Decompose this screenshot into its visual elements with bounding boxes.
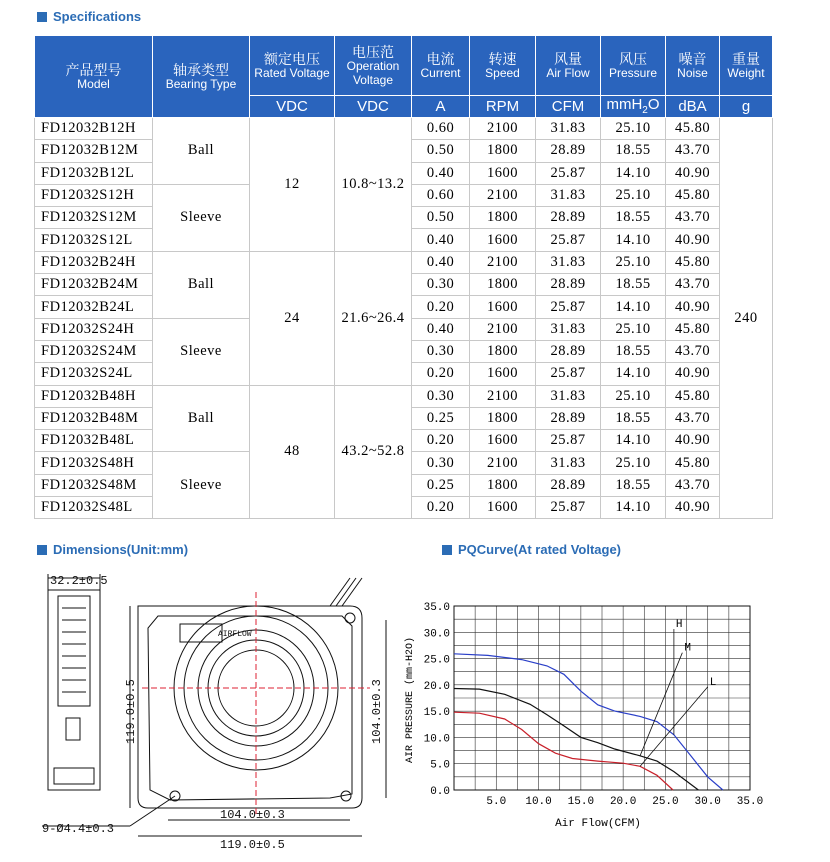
noise-cell: 40.90	[666, 430, 720, 452]
pressure-cell: 25.10	[601, 385, 666, 407]
noise-cell: 43.70	[666, 474, 720, 496]
airflow-cell: 25.87	[536, 162, 601, 184]
header-pressure: 风压 Pressure	[601, 36, 666, 96]
chart-grid	[454, 606, 750, 790]
unit-noise: dBA	[666, 96, 720, 118]
noise-cell: 40.90	[666, 162, 720, 184]
pressure-cell: 14.10	[601, 430, 666, 452]
weight-cell: 240	[720, 118, 773, 519]
model-cell: FD12032B48L	[35, 430, 153, 452]
unit-operation-voltage: VDC	[335, 96, 412, 118]
current-cell: 0.50	[412, 207, 470, 229]
noise-cell: 43.70	[666, 407, 720, 429]
side-view-inner	[58, 596, 90, 706]
model-cell: FD12032S48M	[35, 474, 153, 496]
header-operation-voltage: 电压范 Operation Voltage	[335, 36, 412, 96]
noise-cell: 40.90	[666, 497, 720, 519]
airflow-label: AIRFLOW	[218, 630, 252, 639]
speed-cell: 1600	[470, 296, 536, 318]
mounting-hole	[345, 613, 355, 623]
speed-cell: 1800	[470, 474, 536, 496]
airflow-cell: 25.87	[536, 430, 601, 452]
rated-voltage-cell: 48	[250, 385, 335, 519]
noise-cell: 45.80	[666, 118, 720, 140]
model-cell: FD12032B24H	[35, 251, 153, 273]
table-row	[35, 251, 773, 273]
unit-speed: RPM	[470, 96, 536, 118]
model-cell: FD12032S12M	[35, 207, 153, 229]
airflow-cell: 25.87	[536, 296, 601, 318]
unit-airflow: CFM	[536, 96, 601, 118]
noise-cell: 40.90	[666, 363, 720, 385]
dimension-drawing	[30, 568, 400, 853]
current-cell: 0.40	[412, 162, 470, 184]
heading-square-icon	[37, 12, 47, 22]
noise-cell: 43.70	[666, 274, 720, 296]
thickness-dimension: 32.2±0.5	[50, 574, 108, 588]
bearing-cell: Sleeve	[153, 318, 250, 385]
airflow-cell: 31.83	[536, 318, 601, 340]
unit-pressure: mmH$_2$O	[601, 96, 666, 118]
current-cell: 0.30	[412, 385, 470, 407]
current-cell: 0.20	[412, 430, 470, 452]
noise-cell: 45.80	[666, 452, 720, 474]
width-dimension: 119.0±0.5	[220, 838, 285, 852]
x-tick-label: 10.0	[525, 796, 552, 808]
series-label-l: L	[709, 676, 717, 689]
table-header-row	[35, 36, 773, 96]
series-label-h: H	[675, 619, 683, 632]
operation-voltage-cell: 10.8~13.2	[335, 118, 412, 252]
specifications-table	[34, 35, 773, 519]
speed-cell: 1800	[470, 274, 536, 296]
y-tick-label: 25.0	[423, 654, 450, 667]
series-leader-line	[640, 653, 682, 756]
bearing-cell: Ball	[153, 118, 250, 185]
noise-cell: 45.80	[666, 318, 720, 340]
airflow-cell: 25.87	[536, 497, 601, 519]
speed-cell: 1600	[470, 363, 536, 385]
operation-voltage-cell: 21.6~26.4	[335, 251, 412, 385]
model-cell: FD12032B24L	[35, 296, 153, 318]
speed-cell: 1600	[470, 162, 536, 184]
pressure-cell: 18.55	[601, 140, 666, 162]
airflow-cell: 28.89	[536, 207, 601, 229]
noise-cell: 40.90	[666, 296, 720, 318]
series-line-l	[454, 712, 673, 790]
y-axis-label: AIR PRESSURE (mm-H2O)	[405, 636, 416, 764]
holes-dimension: 9-Ø4.4±0.3	[42, 822, 115, 836]
noise-cell: 43.70	[666, 207, 720, 229]
x-tick-label: 35.0	[736, 796, 764, 808]
bearing-cell: Ball	[153, 385, 250, 452]
speed-cell: 2100	[470, 251, 536, 273]
x-tick-label: 15.0	[567, 796, 595, 808]
height-dimension: 119.0±0.5	[124, 679, 138, 744]
noise-cell: 43.70	[666, 340, 720, 362]
x-tick-label: 25.0	[652, 796, 679, 808]
x-tick-label: 30.0	[694, 796, 721, 808]
y-tick-label: 15.0	[423, 707, 450, 720]
specifications-title: Specifications	[53, 9, 142, 24]
speed-cell: 1800	[470, 140, 536, 162]
speed-cell: 1800	[470, 207, 536, 229]
noise-cell: 45.80	[666, 251, 720, 273]
model-cell: FD12032B12M	[35, 140, 153, 162]
airflow-cell: 31.83	[536, 452, 601, 474]
noise-cell: 45.80	[666, 385, 720, 407]
model-cell: FD12032B24M	[35, 274, 153, 296]
current-cell: 0.20	[412, 497, 470, 519]
speed-cell: 2100	[470, 118, 536, 140]
pressure-cell: 18.55	[601, 474, 666, 496]
current-cell: 0.25	[412, 407, 470, 429]
header-weight: 重量 Weight	[720, 36, 773, 96]
pressure-cell: 18.55	[601, 340, 666, 362]
y-tick-label: 30.0	[423, 628, 450, 641]
pressure-cell: 14.10	[601, 162, 666, 184]
pressure-cell: 18.55	[601, 207, 666, 229]
airflow-cell: 28.89	[536, 407, 601, 429]
table-row	[35, 118, 773, 140]
operation-voltage-cell: 43.2~52.8	[335, 385, 412, 519]
unit-rated-voltage: VDC	[250, 96, 335, 118]
dimensions-heading	[37, 542, 188, 557]
current-cell: 0.60	[412, 118, 470, 140]
current-cell: 0.60	[412, 184, 470, 206]
pqcurve-title: PQCurve(At rated Voltage)	[458, 542, 622, 557]
speed-cell: 2100	[470, 385, 536, 407]
bearing-cell: Sleeve	[153, 452, 250, 519]
header-rated-voltage: 额定电压 Rated Voltage	[250, 36, 335, 96]
model-cell: FD12032S48L	[35, 497, 153, 519]
model-cell: FD12032S24H	[35, 318, 153, 340]
pressure-cell: 25.10	[601, 184, 666, 206]
inner-height-dimension: 104.0±0.3	[370, 679, 384, 744]
airflow-cell: 31.83	[536, 385, 601, 407]
speed-cell: 2100	[470, 452, 536, 474]
airflow-cell: 28.89	[536, 140, 601, 162]
series-label-m: M	[684, 642, 691, 655]
header-speed: 转速 Speed	[470, 36, 536, 96]
airflow-cell: 31.83	[536, 118, 601, 140]
airflow-cell: 31.83	[536, 184, 601, 206]
pressure-cell: 25.10	[601, 452, 666, 474]
model-cell: FD12032B12H	[35, 118, 153, 140]
heading-square-icon	[442, 545, 452, 555]
specifications-heading	[37, 9, 141, 24]
model-cell: FD12032S24L	[35, 363, 153, 385]
speed-cell: 1800	[470, 340, 536, 362]
airflow-cell: 25.87	[536, 363, 601, 385]
current-cell: 0.40	[412, 251, 470, 273]
noise-cell: 43.70	[666, 140, 720, 162]
noise-cell: 40.90	[666, 229, 720, 251]
model-cell: FD12032S48H	[35, 452, 153, 474]
pressure-cell: 14.10	[601, 229, 666, 251]
x-tick-label: 20.0	[609, 796, 637, 808]
header-model: 产品型号 Model	[35, 36, 153, 118]
unit-weight: g	[720, 96, 773, 118]
airflow-cell: 28.89	[536, 274, 601, 296]
current-cell: 0.30	[412, 274, 470, 296]
pressure-cell: 25.10	[601, 251, 666, 273]
series-line-h	[454, 654, 723, 790]
pqcurve-heading	[442, 542, 621, 557]
bearing-cell: Ball	[153, 251, 250, 318]
model-cell: FD12032S24M	[35, 340, 153, 362]
current-cell: 0.50	[412, 140, 470, 162]
heading-square-icon	[37, 545, 47, 555]
current-cell: 0.30	[412, 452, 470, 474]
inner-width-dimension: 104.0±0.3	[220, 808, 285, 822]
rated-voltage-cell: 12	[250, 118, 335, 252]
speed-cell: 2100	[470, 184, 536, 206]
x-axis-label: Air Flow(CFM)	[555, 818, 641, 830]
dimensions-title: Dimensions(Unit:mm)	[53, 542, 189, 557]
noise-cell: 45.80	[666, 184, 720, 206]
pressure-cell: 14.10	[601, 497, 666, 519]
bearing-cell: Sleeve	[153, 184, 250, 251]
y-tick-label: 35.0	[423, 602, 450, 614]
current-cell: 0.40	[412, 318, 470, 340]
unit-current: A	[412, 96, 470, 118]
table-row	[35, 385, 773, 407]
model-cell: FD12032S12L	[35, 229, 153, 251]
model-cell: FD12032S12H	[35, 184, 153, 206]
y-tick-label: 10.0	[423, 733, 450, 746]
current-cell: 0.40	[412, 229, 470, 251]
y-tick-label: 0.0	[430, 786, 450, 798]
model-cell: FD12032B48M	[35, 407, 153, 429]
airflow-cell: 25.87	[536, 229, 601, 251]
pq-curve-chart	[398, 590, 768, 840]
header-noise: 噪音 Noise	[666, 36, 720, 96]
speed-cell: 1600	[470, 229, 536, 251]
current-cell: 0.30	[412, 340, 470, 362]
pressure-cell: 18.55	[601, 407, 666, 429]
rated-voltage-cell: 24	[250, 251, 335, 385]
model-cell: FD12032B12L	[35, 162, 153, 184]
airflow-cell: 28.89	[536, 474, 601, 496]
header-airflow: 风量 Air Flow	[536, 36, 601, 96]
pressure-cell: 18.55	[601, 274, 666, 296]
y-tick-label: 20.0	[423, 680, 450, 693]
airflow-cell: 31.83	[536, 251, 601, 273]
pressure-cell: 14.10	[601, 363, 666, 385]
pressure-cell: 14.10	[601, 296, 666, 318]
model-cell: FD12032B48H	[35, 385, 153, 407]
y-tick-label: 5.0	[430, 759, 450, 772]
speed-cell: 2100	[470, 318, 536, 340]
speed-cell: 1800	[470, 407, 536, 429]
current-cell: 0.25	[412, 474, 470, 496]
pressure-cell: 25.10	[601, 118, 666, 140]
pressure-cell: 25.10	[601, 318, 666, 340]
airflow-cell: 28.89	[536, 340, 601, 362]
speed-cell: 1600	[470, 497, 536, 519]
x-tick-label: 5.0	[486, 796, 507, 808]
speed-cell: 1600	[470, 430, 536, 452]
current-cell: 0.20	[412, 296, 470, 318]
header-current: 电流 Current	[412, 36, 470, 96]
current-cell: 0.20	[412, 363, 470, 385]
header-bearing: 轴承类型 Bearing Type	[153, 36, 250, 118]
